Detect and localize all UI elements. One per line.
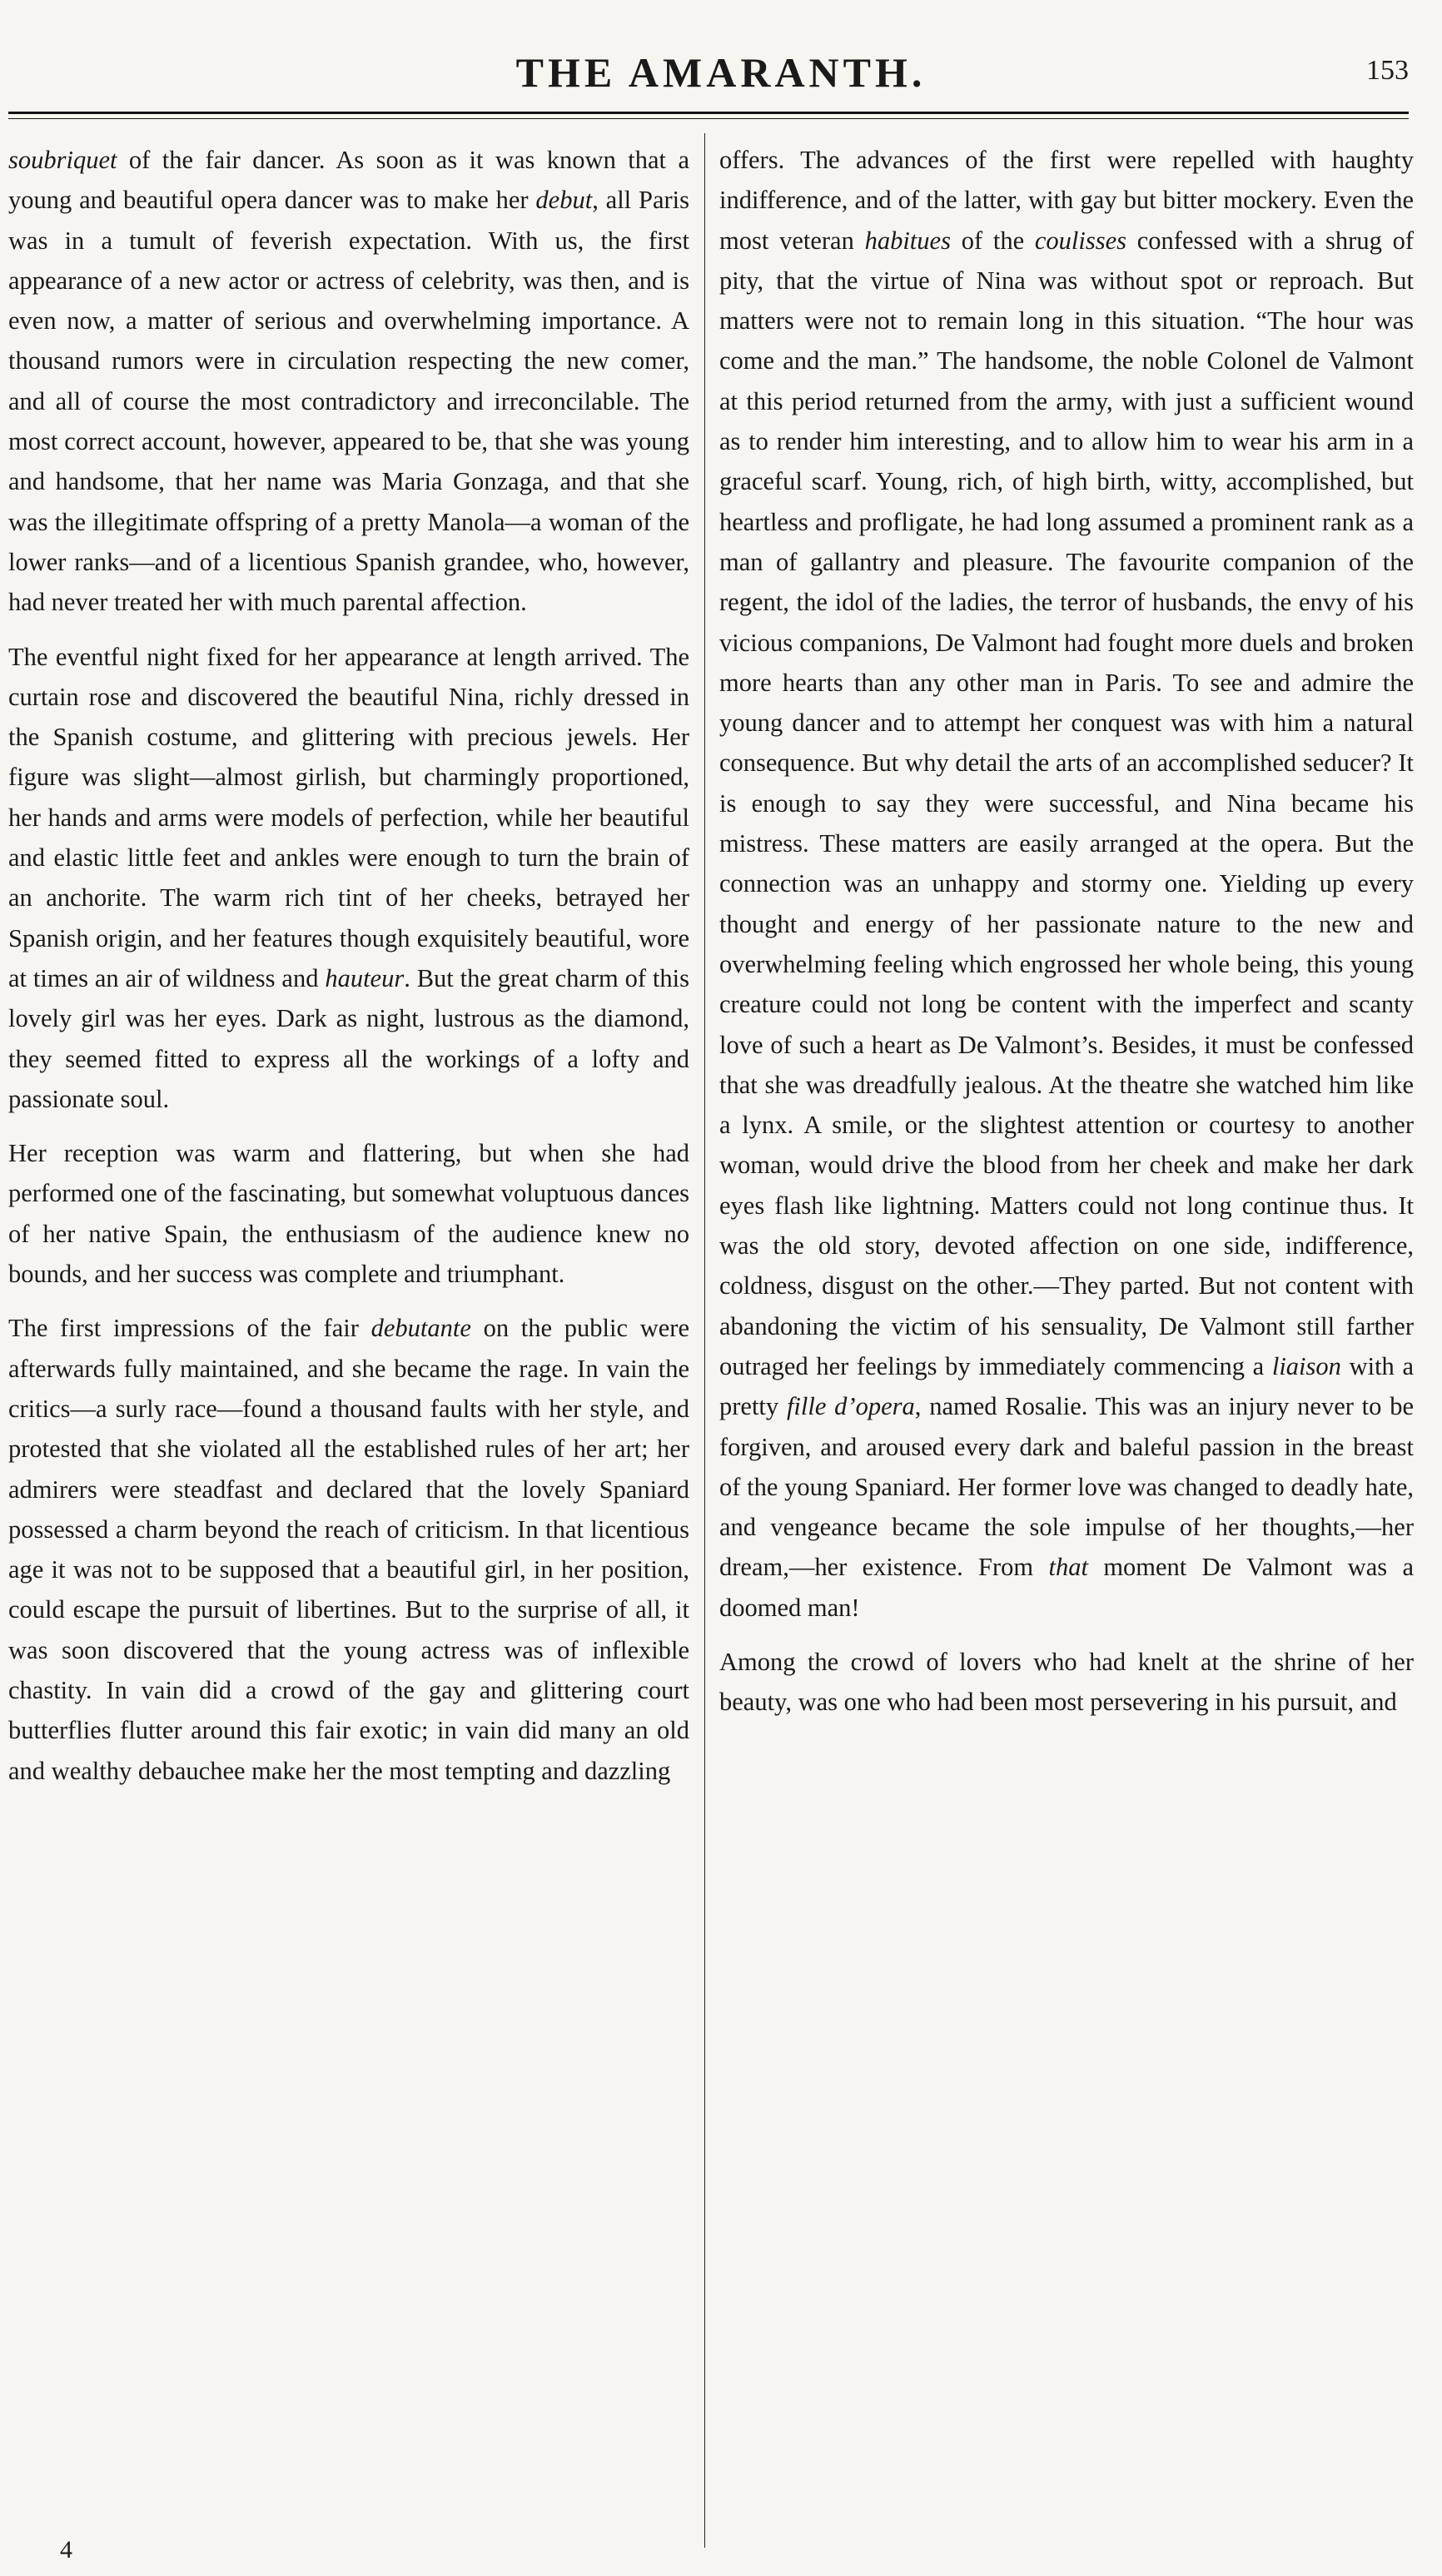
text-run: The first impressions of the fair <box>8 1314 371 1343</box>
text-run: The eventful night fixed for her appearance at length arrived. The curtain rose and discovered the beautiful Nina, richly dressed in the Spanish costume, and glittering with precious jewels. Her figure was slight—almost girlish, but charmingly proportioned, her hands and arms were models of perfection, while her beautiful and elastic little feet and ankles were enough to turn the brain of an anchorite. The warm rich tint of her cheeks, betrayed her Spanish origin, and her features though exquisitely beautiful, wore at times an air of wildness and <box>8 642 689 992</box>
italic-text: soubriquet <box>8 146 117 174</box>
header-rule-thin <box>8 118 1409 119</box>
left-column <box>8 140 689 2554</box>
text-run: with a pretty <box>719 1351 1414 1421</box>
text-run: confessed with a shrug of pity, that the virtue of Nina was without spot or reproach. But matters were not to remain long in this situation. “The hour was come and the man.” The handsome, the noble Colonel de Valmont at this period returned from the army, with just a sufficient wound as to render him interesting, and to allow him to wear his arm in a graceful scarf. Young, rich, of high birth, witty, accomplished, but heartless and profligate, he had long assumed a prominent rank as a man of gallantry and pleasure. The favourite companion of the regent, the idol of the ladies, the terror of husbands, the envy of his vicious companions, De Valmont had fought more duels and broken more hearts than any other man in Paris. To see and admire the young dancer and to attempt her conquest was with him a natural consequence. But why detail the arts of an accomplished seducer? It is enough to say they were successful, and Nina became his mistress. These matters are easily arranged at the opera. But the connection was an unhappy and stormy one. Yielding up every thought and energy of her passionate nature to the new and overwhelming feeling which engrossed her whole being, this young creature could not long be content with the imperfect and scanty love of such a heart as De Valmont’s. Besides, it must be confessed that she was dreadfully jealous. At the theatre she watched him like a lynx. A smile, or the slightest attention or courtesy to another woman, would drive the blood from her cheek and make her dark eyes flash like lightning. Matters could not long continue thus. It was the old story, devoted affection on one side, indifference, coldness, disgust on the other.—They parted. But not content with abandoning the victim of his sensuality, De Valmont still farther outraged her feelings by immediately commencing a <box>719 226 1414 1380</box>
text-run: of the <box>950 226 1035 255</box>
paragraph <box>8 1133 689 1294</box>
text-run: of the fair dancer. As soon as it was known that a young and beautiful opera dancer was to make her <box>8 146 689 215</box>
paragraph <box>719 140 1414 1628</box>
italic-text: that <box>1048 1553 1088 1582</box>
italic-text: coulisses <box>1034 226 1127 255</box>
right-column <box>719 140 1414 2554</box>
paragraph <box>8 1308 689 1791</box>
text-run: . But the great charm of this lovely girl was her eyes. Dark as night, lustrous as the diamond, they seemed fitted to express all the workings of a lofty and passionate soul. <box>8 963 689 1113</box>
italic-text: liaison <box>1271 1351 1341 1380</box>
italic-text: habitues <box>864 226 951 255</box>
text-run: Her reception was warm and flattering, but when she had performed one of the fascinating, but somewhat voluptuous dances of her native Spain, the enthusiasm of the audience knew no bounds, and her success was complete and triumphant. <box>8 1139 689 1289</box>
text-run: Among the crowd of lovers who had knelt at the shrine of her beauty, was one who had been most persevering in his pursuit, and <box>719 1647 1414 1717</box>
italic-text: debut <box>535 186 593 215</box>
column-divider <box>704 133 705 2548</box>
paragraph <box>8 140 689 623</box>
text-run: , all Paris was in a tumult of feverish expectation. With us, the first appearance of a new actor or actress of celebrity, was then, and is even now, a matter of serious and overwhelming importance. A thousand rumors were in circulation respecting the new comer, and all of course the most contradictory and irreconcilable. The most correct account, however, appeared to be, that she was young and handsome, that her name was Maria Gonzaga, and that she was the illegitimate offspring of a pretty Manola—a woman of the lower ranks—and of a licentious Spanish grandee, who, however, had never treated her with much parental affection. <box>8 186 689 617</box>
header-rule-thick <box>8 112 1409 114</box>
signature-mark: 4 <box>60 2536 72 2564</box>
paragraph <box>8 637 689 1120</box>
running-header <box>0 48 1442 107</box>
paragraph <box>719 1642 1414 1723</box>
italic-text: fille d’opera <box>786 1392 915 1421</box>
text-run: , named Rosalie. This was an injury never to be forgiven, and aroused every dark and baleful passion in the breast of the young Spaniard. Her former love was changed to deadly hate, and vengeance became the sole impulse of her thoughts,—her dream,—her existence. From <box>719 1392 1414 1582</box>
italic-text: debutante <box>370 1314 471 1343</box>
text-run: moment De Valmont was a doomed man! <box>719 1553 1415 1622</box>
page-number: 153 <box>1366 55 1409 86</box>
text-run: on the public were afterwards fully maintained, and she became the rage. In vain the critics—a surly race—found a thousand faults with her style, and protested that she violated all the established rules of her art; her admirers were steadfast and declared that the lovely Spaniard possessed a charm beyond the reach of criticism. In that licentious age it was not to be supposed that a beautiful girl, in her position, could escape the pursuit of libertines. But to the surprise of all, it was soon discovered that the young actress was of inflexible chastity. In vain did a crowd of the gay and glittering court butterflies flutter around this fair exotic; in vain did many an old and wealthy debauchee make her the most tempting and dazzling <box>8 1314 689 1785</box>
text-run: offers. The advances of the first were repelled with haughty indifference, and of the latter, with gay but bitter mockery. Even the most veteran <box>719 146 1414 255</box>
page-title: THE AMARANTH. <box>515 49 927 96</box>
italic-text: hauteur <box>325 963 405 992</box>
